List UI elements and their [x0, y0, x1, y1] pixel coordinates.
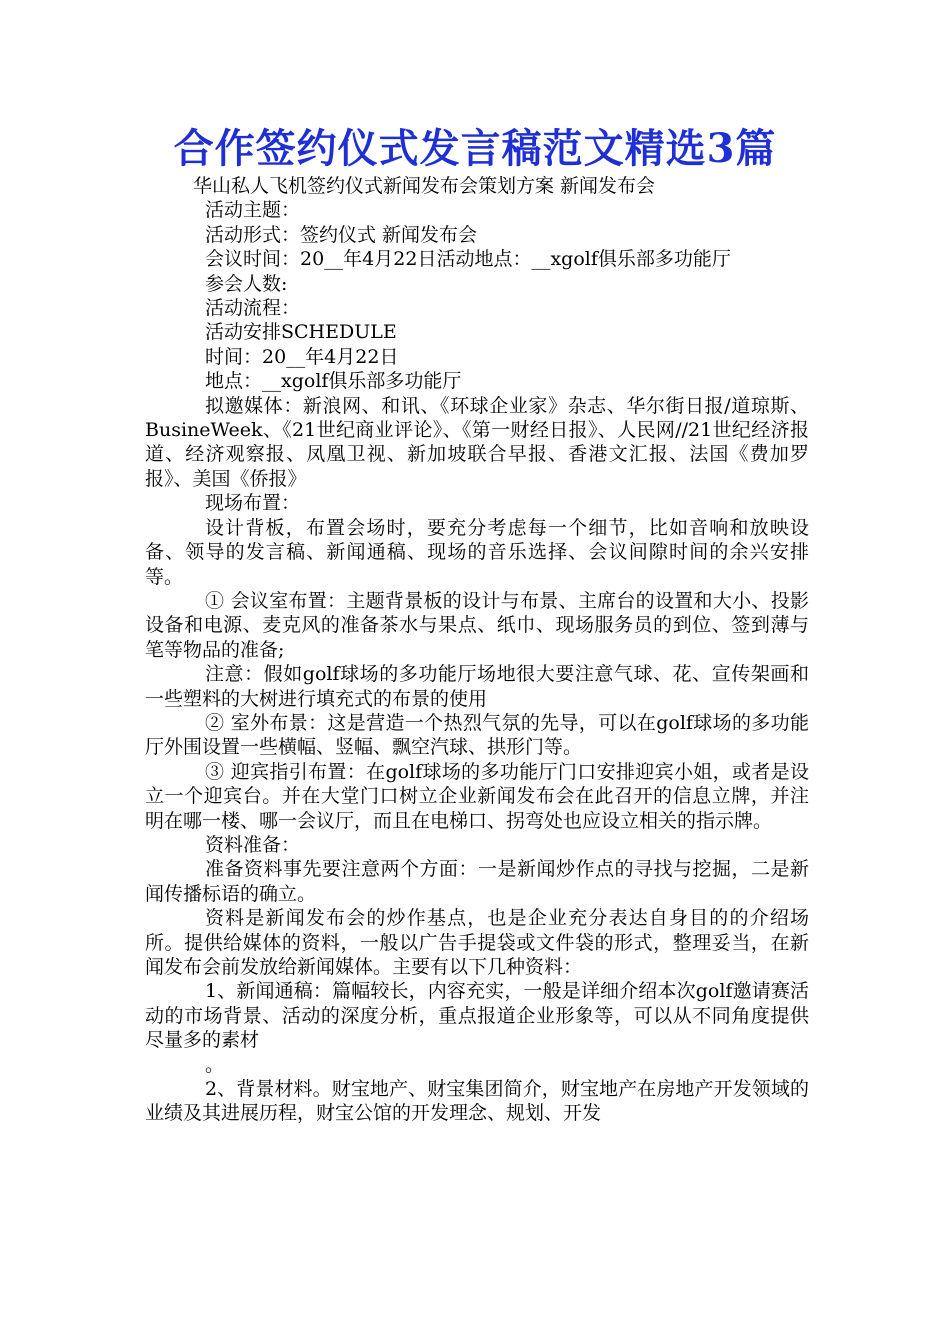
paragraph: 参会人数:	[205, 272, 288, 295]
paragraph: 活动形式：签约仪式 新闻发布会	[205, 223, 478, 246]
paragraph: 2、背景材料。财宝地产、财宝集团简介，财宝地产在房地产开发领域的业绩及其进展历程，财宝公馆的开发理念、规划、开发	[145, 1078, 809, 1125]
paragraph: 注意：假如golf球场的多功能厅场地很大要注意气球、花、宣传架画和一些塑料的大树进行填充式的布景的使用	[145, 663, 809, 710]
paragraph: 资料准备：	[205, 833, 301, 856]
paragraph: 活动主题：	[205, 199, 301, 222]
paragraph: 华山私人飞机签约仪式新闻发布会策划方案 新闻发布会	[193, 175, 656, 197]
paragraph: 现场布置：	[205, 492, 301, 515]
paragraph: ③ 迎宾指引布置：在golf球场的多功能厅门口安排迎宾小姐，或者是设立一个迎宾台。并在大堂门口树立企业新闻发布会在此召开的信息立牌，并注明在哪一楼、哪一会议厅，而且在电梯口、拐弯处也应设立相关的指示牌。	[145, 760, 809, 832]
paragraph: 。	[205, 1053, 225, 1076]
paragraph: 拟邀媒体：新浪网、和讯、《环球企业家》杂志、华尔街日报/道琼斯、BusineWeek、《21世纪商业评论》、《第一财经日报》、人民网//21世纪经济报道、经济观察报、凤凰卫视、新加坡联合早报、香港文汇报、法国《费加罗报》、美国《侨报》	[145, 394, 809, 490]
paragraph: 资料是新闻发布会的炒作基点，也是企业充分表达自身目的的介绍场所。提供给媒体的资料，一般以广告手提袋或文件袋的形式，整理妥当，在新闻发布会前发放给新闻媒体。主要有以下几种资料：	[145, 907, 809, 978]
paragraph: 准备资料事先要注意两个方面：一是新闻炒作点的寻找与挖掘，二是新闻传播标语的确立。	[145, 858, 809, 905]
document-body	[145, 174, 809, 1126]
paragraph: 地点：__xgolf俱乐部多功能厅	[205, 370, 462, 393]
paragraph: 活动安排SCHEDULE	[205, 321, 397, 344]
paragraph: 会议时间：20__年4月22日活动地点：__xgolf俱乐部多功能厅	[205, 248, 731, 271]
document-title: 合作签约仪式发言稿范文精选3篇	[173, 125, 777, 172]
paragraph: ① 会议室布置：主题背景板的设计与布景、主席台的设置和大小、投影设备和电源、麦克风的准备茶水与果点、纸巾、现场服务员的到位、签到薄与笔等物品的准备;	[145, 589, 809, 661]
paragraph: 活动流程：	[205, 297, 301, 320]
paragraph: 1、新闻通稿：篇幅较长，内容充实，一般是详细介绍本次golf邀请赛活动的市场背景、活动的深度分析，重点报道企业形象等，可以从不同角度提供尽量多的素材	[145, 980, 809, 1052]
paragraph: 时间：20__年4月22日	[205, 345, 399, 368]
paragraph: 设计背板，布置会场时，要充分考虑每一个细节，比如音响和放映设备、领导的发言稿、新闻通稿、现场的音乐选择、会议间隙时间的余兴安排等。	[145, 516, 809, 588]
paragraph: ② 室外布景：这是营造一个热烈气氛的先导，可以在golf球场的多功能厅外围设置一些横幅、竖幅、飘空汽球、拱形门等。	[145, 711, 809, 759]
